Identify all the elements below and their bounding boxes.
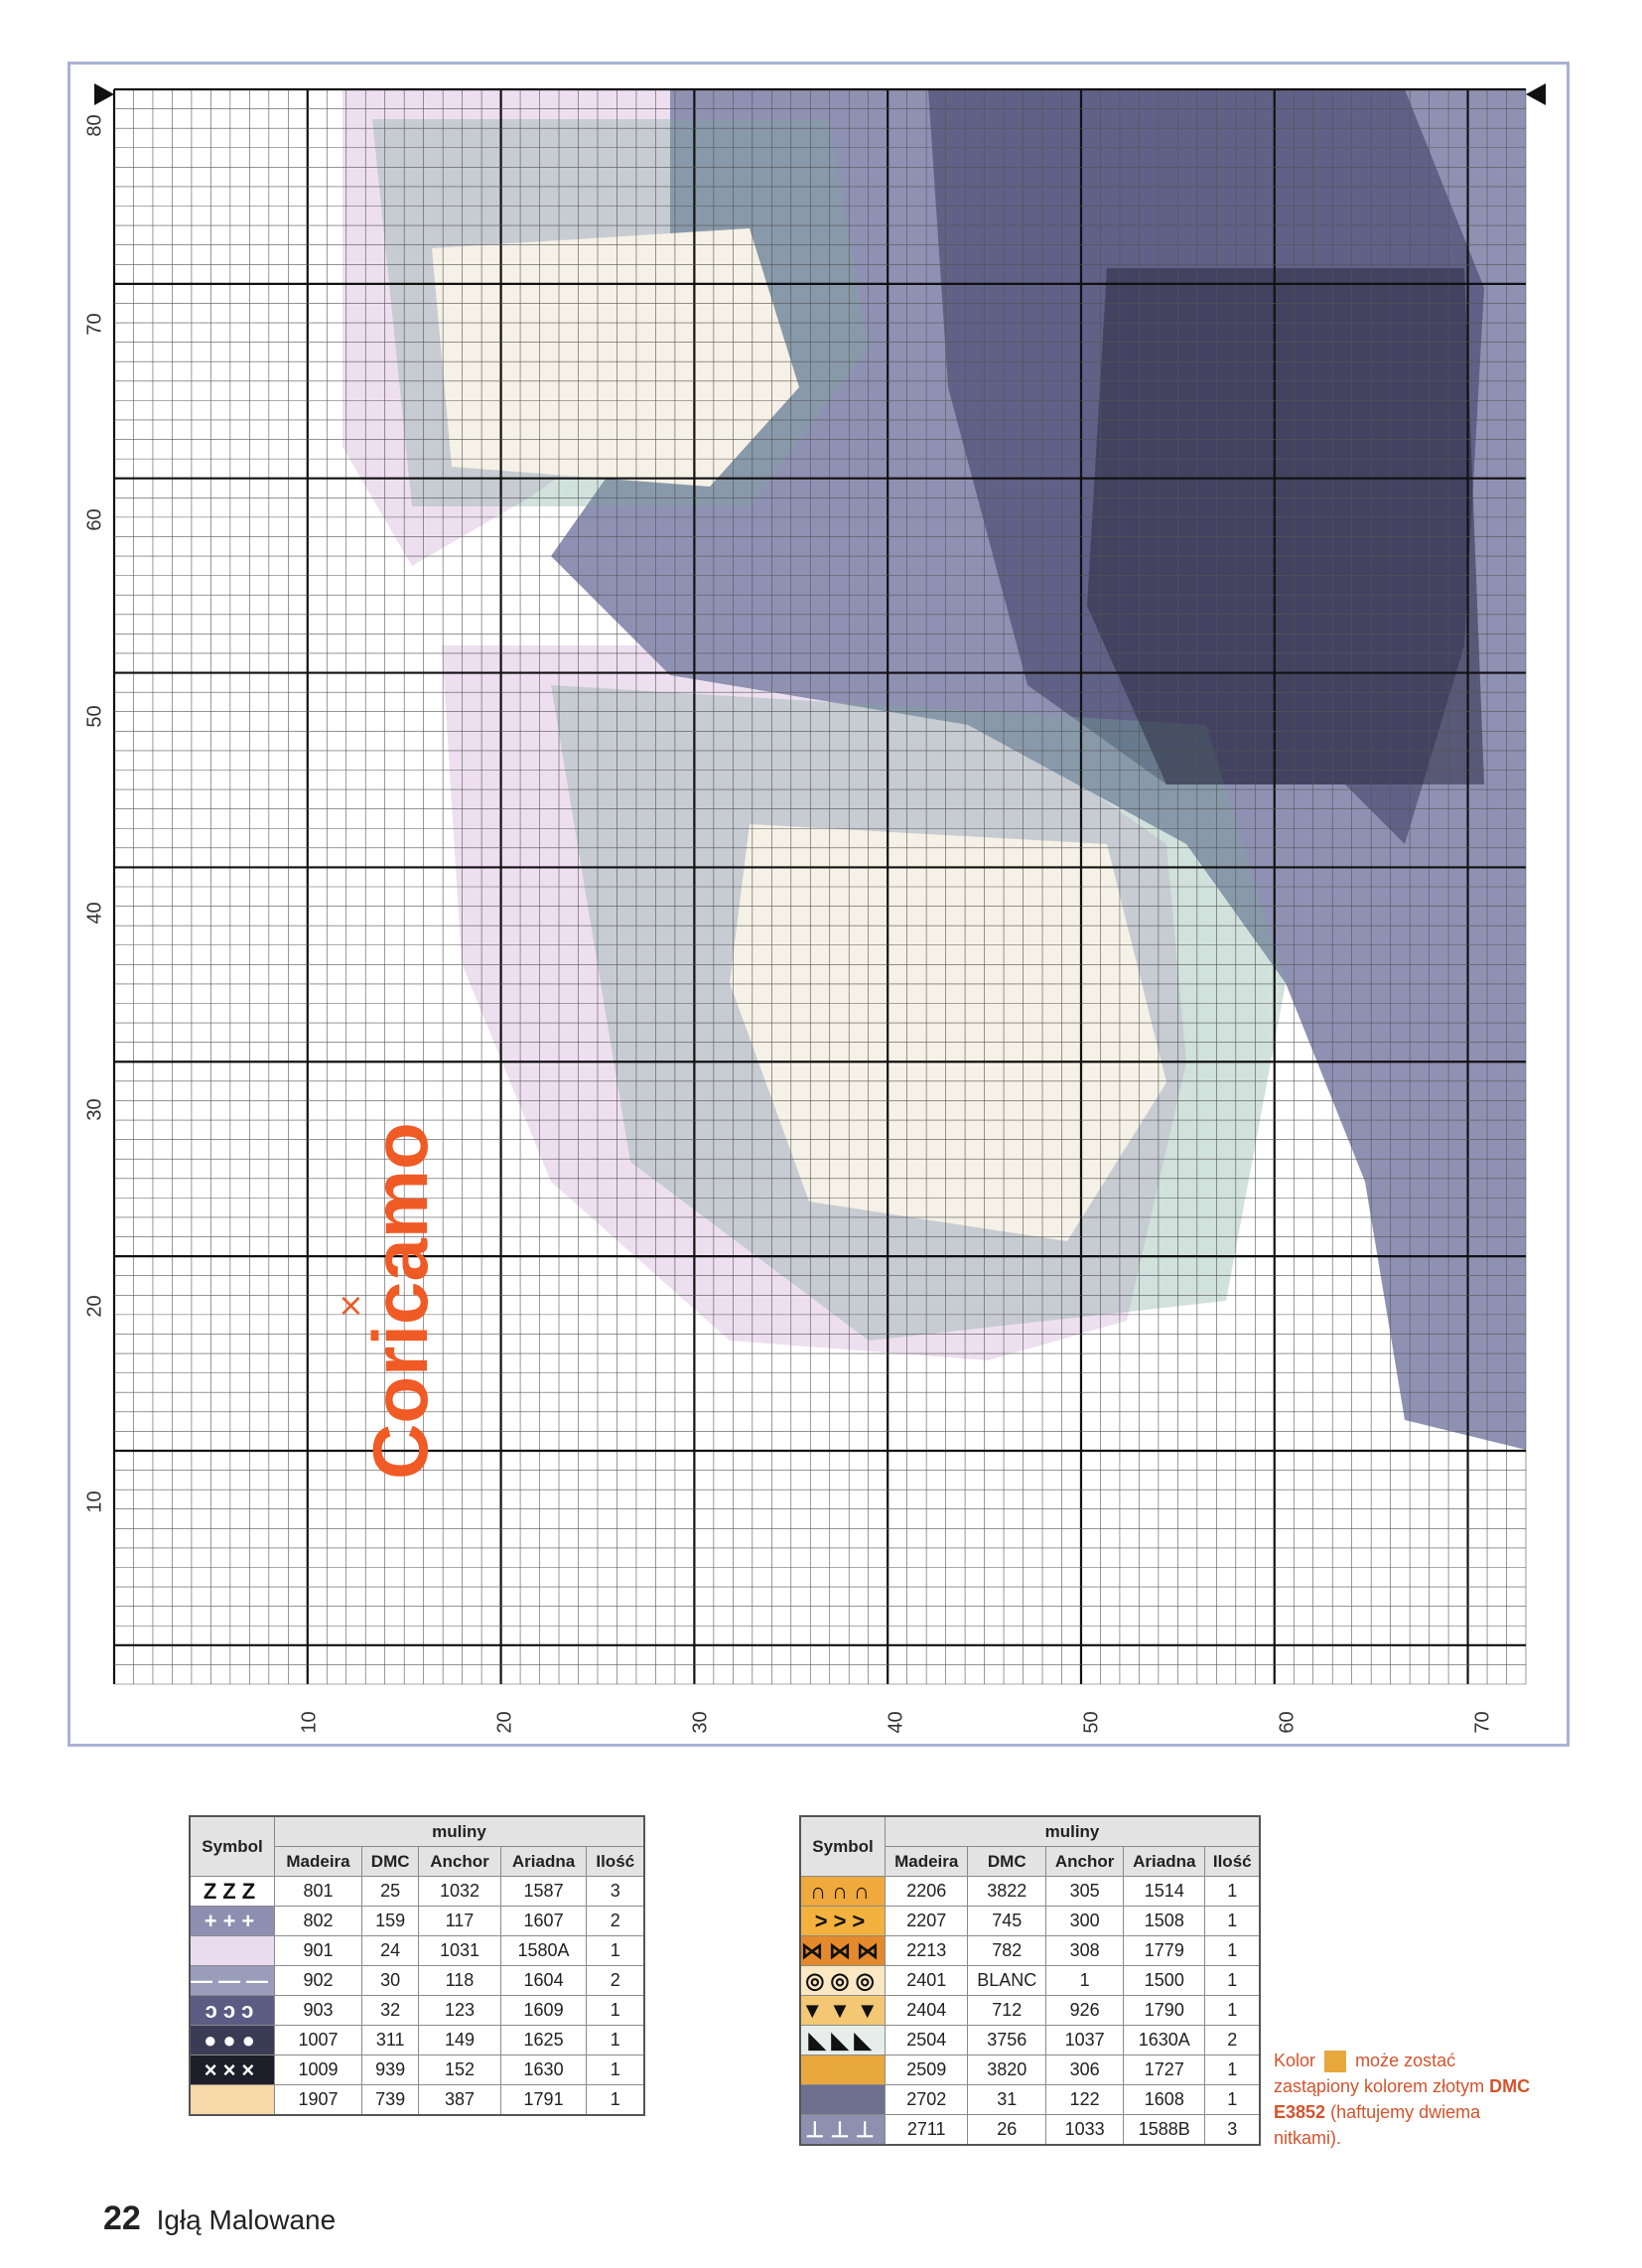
ilosc-cell: 1: [1205, 2085, 1260, 2115]
ariadna-cell: 1580A: [500, 1936, 587, 1966]
anchor-cell: 118: [419, 1966, 500, 1996]
symbol-cell: [800, 2115, 886, 2146]
publication-name: Igłą Malowane: [156, 2204, 337, 2235]
x-axis-label: 10: [298, 1711, 321, 1734]
ilosc-cell: 1: [1205, 1996, 1260, 2026]
madeira-cell: 2404: [886, 1996, 968, 2026]
page-footer: [103, 2199, 336, 2238]
key-row: [190, 2085, 644, 2116]
gold-swatch-icon: [801, 2055, 885, 2084]
column-header: Ariadna: [500, 1847, 587, 1877]
madeira-cell: 1907: [275, 2085, 362, 2116]
symbol-cell: [800, 1936, 886, 1966]
ariadna-cell: 1608: [1124, 2085, 1205, 2115]
y-axis-label: 50: [83, 705, 106, 728]
key-row: [800, 1996, 1260, 2026]
madeira-cell: 1007: [275, 2026, 362, 2055]
x-axis-label: 70: [1471, 1711, 1494, 1734]
key-left-rows: [190, 1877, 644, 2116]
column-header: Ilość: [1205, 1847, 1260, 1877]
column-header: Ariadna: [1124, 1847, 1205, 1877]
key-right-rows: [800, 1877, 1260, 2146]
white-petal-center: [432, 228, 799, 487]
ariadna-cell: 1727: [1124, 2055, 1205, 2085]
symbol-cell: [800, 2055, 886, 2085]
column-header: DMC: [968, 1847, 1046, 1877]
thread-key-table-left: [189, 1815, 645, 2116]
symbol-cell: [190, 2055, 275, 2085]
z-symbol-icon: ZZZ: [191, 1877, 274, 1906]
greater-symbol-icon: >>>: [801, 1907, 885, 1935]
madeira-cell: 901: [275, 1936, 362, 1966]
key-row: [800, 2085, 1260, 2115]
ilosc-cell: 1: [587, 2085, 644, 2116]
symbol-cell: [190, 1907, 275, 1936]
key-row: [800, 1936, 1260, 1966]
anchor-cell: 305: [1046, 1877, 1124, 1907]
ilosc-cell: 1: [587, 1996, 644, 2026]
x-axis-label: 60: [1276, 1711, 1299, 1734]
column-header: DMC: [362, 1847, 419, 1877]
stamen-area: [1087, 268, 1484, 784]
ariadna-cell: 1630A: [1124, 2026, 1205, 2055]
dmc-cell: 24: [362, 1936, 419, 1966]
key-row: [190, 1996, 644, 2026]
key-row: [190, 2055, 644, 2085]
symbol-cell: [190, 1936, 275, 1966]
symbol-cell: [800, 2085, 886, 2115]
ilosc-cell: 1: [587, 1936, 644, 1966]
madeira-cell: 2509: [886, 2055, 968, 2085]
ilosc-cell: 1: [1205, 2055, 1260, 2085]
dmc-cell: 3822: [968, 1877, 1046, 1907]
madeira-cell: 2702: [886, 2085, 968, 2115]
dmc-cell: 31: [968, 2085, 1046, 2115]
key-row: [190, 1907, 644, 1936]
column-header: Madeira: [886, 1847, 968, 1877]
gray-swatch-icon: [801, 2085, 885, 2114]
x-axis-label: 30: [689, 1711, 712, 1734]
symbol-cell: [800, 1907, 886, 1936]
dmc-cell: BLANC: [968, 1966, 1046, 1996]
dmc-cell: 32: [362, 1996, 419, 2026]
x-axis-label: 20: [493, 1711, 516, 1734]
pink-swatch-icon: [191, 1936, 274, 1965]
peach-swatch-icon: [191, 2085, 274, 2114]
tee-symbol-icon: ⊥⊥⊥: [801, 2115, 885, 2144]
note-text-start: Kolor: [1274, 2051, 1316, 2070]
anchor-cell: 117: [419, 1907, 500, 1936]
key-row: [800, 2055, 1260, 2085]
anchor-cell: 1033: [1046, 2115, 1124, 2146]
symbol-cell: [800, 1966, 886, 1996]
symbol-cell: [800, 1996, 886, 2026]
ariadna-cell: 1604: [500, 1966, 587, 1996]
plus-symbol-icon: +++: [191, 1907, 274, 1935]
ariadna-cell: 1588B: [1124, 2115, 1205, 2146]
ariadna-cell: 1790: [1124, 1996, 1205, 2026]
symbol-cell: [800, 1877, 886, 1907]
madeira-cell: 801: [275, 1877, 362, 1907]
ilosc-cell: 3: [587, 1877, 644, 1907]
ilosc-cell: 1: [587, 2055, 644, 2085]
ilosc-cell: 2: [1205, 2026, 1260, 2055]
cross-symbol-icon: ×××: [191, 2055, 274, 2084]
dmc-cell: 712: [968, 1996, 1046, 2026]
page-number: 22: [103, 2199, 141, 2237]
dmc-cell: 30: [362, 1966, 419, 1996]
anchor-cell: 306: [1046, 2055, 1124, 2085]
madeira-cell: 2206: [886, 1877, 968, 1907]
column-header: Anchor: [1046, 1847, 1124, 1877]
ilosc-cell: 2: [587, 1907, 644, 1936]
note-highlight: DMC E3852: [1274, 2076, 1531, 2122]
y-axis-label: 10: [83, 1490, 106, 1513]
key-row: [190, 1966, 644, 1996]
dmc-cell: 782: [968, 1936, 1046, 1966]
ilosc-cell: 1: [1205, 1936, 1260, 1966]
muliny-header: muliny: [886, 1816, 1261, 1847]
y-axis-label: 20: [83, 1295, 106, 1318]
note-text-middle: może zostać zastąpiony kolorem złotym: [1274, 2051, 1485, 2096]
column-header: Ilość: [587, 1847, 644, 1877]
y-axis-label: 70: [83, 313, 106, 336]
watermark-text: Coricamo: [356, 1122, 444, 1480]
ariadna-cell: 1625: [500, 2026, 587, 2055]
bowtie-symbol-icon: ⋈⋈⋈: [801, 1938, 885, 1963]
dash-symbol-icon: ———: [191, 1968, 274, 1993]
dmc-cell: 311: [362, 2026, 419, 2055]
symbol-cell: [800, 2026, 886, 2055]
madeira-cell: 2213: [886, 1936, 968, 1966]
gold-swatch-icon: [1324, 2051, 1346, 2072]
y-axis-label: 40: [83, 902, 106, 924]
ilosc-cell: 1: [587, 2026, 644, 2055]
ilosc-cell: 1: [1205, 1907, 1260, 1936]
muliny-header: muliny: [275, 1816, 645, 1847]
symbol-cell: [190, 1966, 275, 1996]
dot-symbol-icon: ●●●: [191, 2026, 274, 2055]
arch-symbol-icon: ∩∩∩: [801, 1877, 885, 1906]
ilosc-cell: 1: [1205, 1877, 1260, 1907]
dmc-cell: 26: [968, 2115, 1046, 2146]
dmc-cell: 25: [362, 1877, 419, 1907]
symbol-cell: [190, 2026, 275, 2055]
madeira-cell: 903: [275, 1996, 362, 2026]
coricamo-watermark: [338, 1043, 457, 1489]
ariadna-cell: 1500: [1124, 1966, 1205, 1996]
madeira-cell: 1009: [275, 2055, 362, 2085]
anchor-cell: 1032: [419, 1877, 500, 1907]
dmc-cell: 939: [362, 2055, 419, 2085]
key-row: [190, 2026, 644, 2055]
dmc-cell: 159: [362, 1907, 419, 1936]
ariadna-cell: 1607: [500, 1907, 587, 1936]
madeira-cell: 2207: [886, 1907, 968, 1936]
ariadna-cell: 1791: [500, 2085, 587, 2116]
anchor-cell: 387: [419, 2085, 500, 2116]
anchor-cell: 1: [1046, 1966, 1124, 1996]
corner-symbol-icon: ◣◣◣: [801, 2026, 885, 2055]
key-row: [190, 1877, 644, 1907]
key-row: [190, 1936, 644, 1966]
ariadna-cell: 1779: [1124, 1936, 1205, 1966]
ariadna-cell: 1587: [500, 1877, 587, 1907]
symbol-header: Symbol: [800, 1816, 886, 1877]
anchor-cell: 308: [1046, 1936, 1124, 1966]
anchor-cell: 152: [419, 2055, 500, 2085]
anchor-cell: 149: [419, 2026, 500, 2055]
hook-symbol-icon: ↄↄↄ: [191, 1996, 274, 2025]
madeira-cell: 2711: [886, 2115, 968, 2146]
x-axis-label: 40: [885, 1711, 907, 1734]
key-row: [800, 1877, 1260, 1907]
anchor-cell: 1031: [419, 1936, 500, 1966]
y-axis-label: 80: [83, 114, 106, 137]
ilosc-cell: 1: [1205, 1966, 1260, 1996]
thread-key-table-right: [799, 1815, 1261, 2146]
madeira-cell: 802: [275, 1907, 362, 1936]
anchor-cell: 123: [419, 1996, 500, 2026]
symbol-cell: [190, 1877, 275, 1907]
madeira-cell: 902: [275, 1966, 362, 1996]
key-row: [800, 1966, 1260, 1996]
anchor-cell: 1037: [1046, 2026, 1124, 2055]
triangle-symbol-icon: ▼▼▼: [801, 1998, 885, 2023]
y-axis-label: 30: [83, 1098, 106, 1121]
madeira-cell: 2401: [886, 1966, 968, 1996]
anchor-cell: 122: [1046, 2085, 1124, 2115]
dmc-cell: 3756: [968, 2026, 1046, 2055]
anchor-cell: 300: [1046, 1907, 1124, 1936]
key-row: [800, 1907, 1260, 1936]
symbol-cell: [190, 1996, 275, 2026]
key-row: [800, 2026, 1260, 2055]
symbol-header: Symbol: [190, 1816, 275, 1877]
ariadna-cell: 1514: [1124, 1877, 1205, 1907]
note-text-end: (haftujemy dwiema nitkami).: [1274, 2102, 1481, 2148]
dmc-cell: 3820: [968, 2055, 1046, 2085]
color-substitution-note: [1274, 2048, 1532, 2151]
dmc-cell: 745: [968, 1907, 1046, 1936]
x-axis-label: 50: [1080, 1711, 1103, 1734]
y-axis-label: 60: [83, 508, 106, 531]
ariadna-cell: 1609: [500, 1996, 587, 2026]
center-cross-icon: ×: [338, 1286, 364, 1324]
anchor-cell: 926: [1046, 1996, 1124, 2026]
ariadna-cell: 1508: [1124, 1907, 1205, 1936]
dmc-cell: 739: [362, 2085, 419, 2116]
ariadna-cell: 1630: [500, 2055, 587, 2085]
column-header: Anchor: [419, 1847, 500, 1877]
cross-stitch-pattern-grid: [114, 89, 1526, 1684]
ring-symbol-icon: ◎◎◎: [801, 1966, 885, 1995]
ilosc-cell: 2: [587, 1966, 644, 1996]
column-header: Madeira: [275, 1847, 362, 1877]
ilosc-cell: 3: [1205, 2115, 1260, 2146]
symbol-cell: [190, 2085, 275, 2116]
key-row: [800, 2115, 1260, 2146]
madeira-cell: 2504: [886, 2026, 968, 2055]
